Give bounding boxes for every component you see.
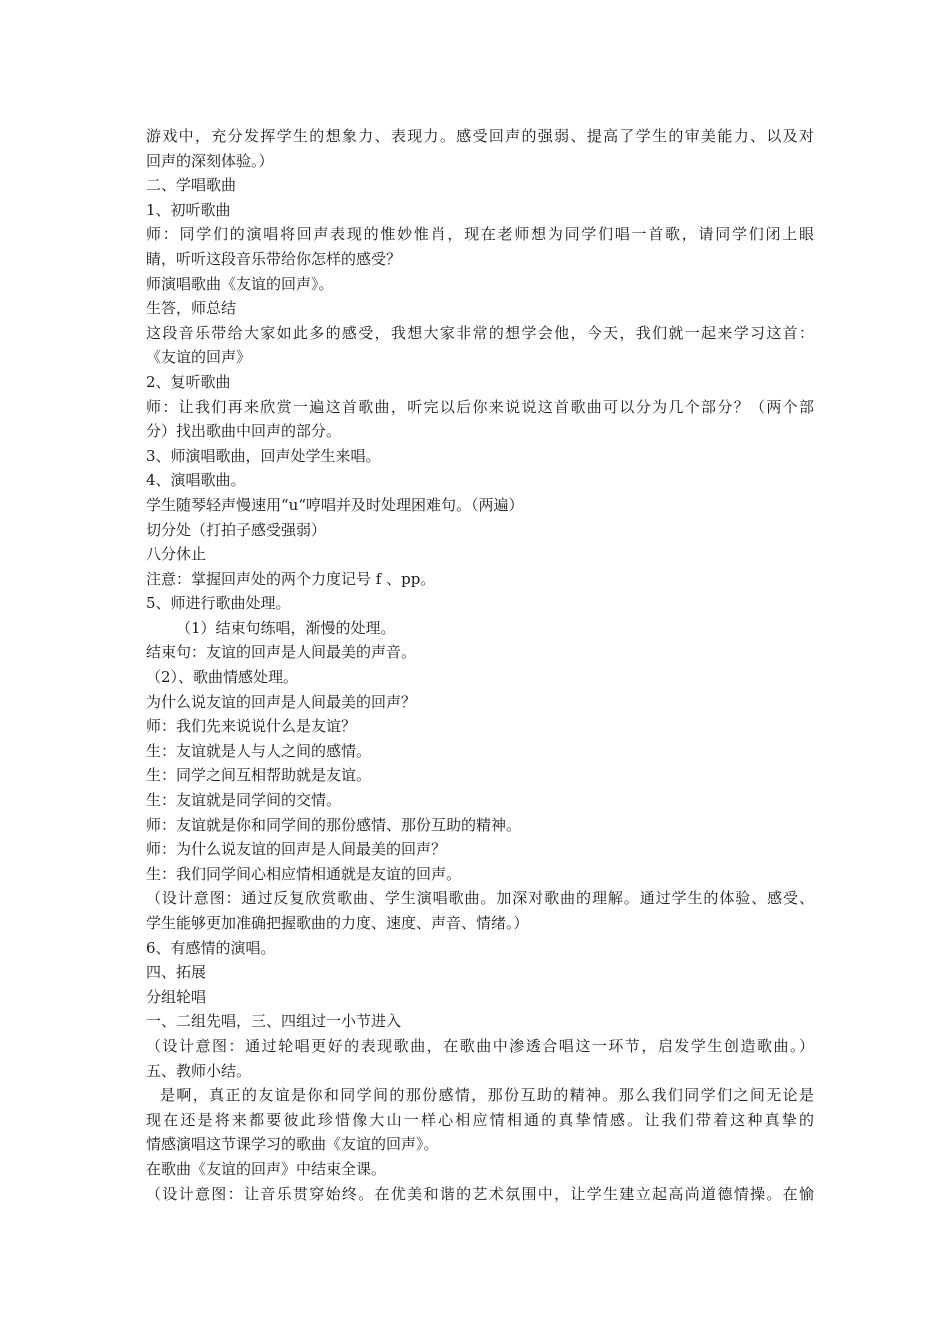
dialogue-line: 生：我们同学间心相应情相通就是友谊的回声。 xyxy=(146,864,462,883)
text-line: 师演唱歌曲《友谊的回声》。 xyxy=(146,274,334,293)
dialogue-line: 生：友谊就是同学间的交情。 xyxy=(146,791,342,810)
text-line: 注意：掌握回声处的两个力度记号 f 、pp。 xyxy=(146,569,436,588)
text-line: （2）、歌曲情感处理。 xyxy=(146,668,299,687)
text-line: 师：同学们的演唱将回声表现的惟妙惟肖，现在老师想为同学们唱一首歌，请同学们闭上眼 xyxy=(146,225,814,244)
subsection-heading: 4、演唱歌曲。 xyxy=(146,471,246,490)
subsection-heading: 1、初听歌曲 xyxy=(146,200,231,219)
design-note-line: （设计意图：通过轮唱更好的表现歌曲，在歌曲中渗透合唱这一环节，启发学生创造歌曲。） xyxy=(146,1036,814,1055)
text-line: 分组轮唱 xyxy=(146,987,207,1006)
text-line: 一、二组先唱，三、四组过一小节进入 xyxy=(146,1012,402,1031)
text-line: 睛，听听这段音乐带给你怎样的感受？ xyxy=(146,249,402,268)
text-line: 八分休止 xyxy=(146,545,207,564)
dialogue-line: 师：为什么说友谊的回声是人间最美的回声？ xyxy=(146,840,447,859)
dialogue-line: 生：同学之间互相帮助就是友谊。 xyxy=(146,766,372,785)
section-heading: 四、拓展 xyxy=(146,963,207,982)
subsection-heading: 2、复听歌曲 xyxy=(146,372,231,391)
text-line: 学生随琴轻声慢速用“u“哼唱并及时处理困难句。（两遍） xyxy=(146,495,524,514)
text-line: 情感演唱这节课学习的歌曲《友谊的回声》。 xyxy=(146,1135,439,1154)
section-heading: 五、教师小结。 xyxy=(146,1061,252,1080)
text-line: 切分处（打拍子感受强弱） xyxy=(146,520,327,539)
dialogue-line: 师：友谊就是你和同学间的那份感情、那份互助的精神。 xyxy=(146,815,522,834)
text-line: 结束句：友谊的回声是人间最美的声音。 xyxy=(146,643,417,662)
text-line: 师：让我们再来欣赏一遍这首歌曲，听完以后你来说说这首歌曲可以分为几个部分？（两个部 xyxy=(146,397,814,416)
document-body xyxy=(146,124,814,1206)
subsection-heading: 3、师演唱歌曲，回声处学生来唱。 xyxy=(146,446,381,465)
subsection-heading: 5、师进行歌曲处理。 xyxy=(146,594,291,613)
dialogue-line: 师：我们先来说说什么是友谊？ xyxy=(146,717,357,736)
text-line: 在歌曲《友谊的回声》中结束全课。 xyxy=(146,1159,387,1178)
text-line: （1）结束句练唱，渐慢的处理。 xyxy=(176,618,396,637)
text-line: 这段音乐带给大家如此多的感受，我想大家非常的想学会他，今天，我们就一起来学习这首： xyxy=(146,323,814,342)
design-note-line: （设计意图：让音乐贯穿始终。在优美和谐的艺术氛围中，让学生建立起高尚道德情操。在愉 xyxy=(146,1184,814,1203)
design-note-line: 学生能够更加准确把握歌曲的力度、速度、声音、情绪。） xyxy=(146,914,529,932)
text-line: 生答，师总结 xyxy=(146,299,237,318)
text-line: 为什么说友谊的回声是人间最美的回声？ xyxy=(146,692,417,711)
dialogue-line: 生：友谊就是人与人之间的感情。 xyxy=(146,741,372,760)
text-line: 回声的深刻体验。） xyxy=(146,151,274,170)
text-line: 《友谊的回声》 xyxy=(146,348,252,367)
design-note-line: （设计意图：通过反复欣赏歌曲、学生演唱歌曲。加深对歌曲的理解。通过学生的体验、感受、 xyxy=(146,889,814,908)
text-line: 现在还是将来都要彼此珍惜像大山一样心相应情相通的真挚情感。让我们带着这种真挚的 xyxy=(146,1110,814,1129)
subsection-heading: 6、有感情的演唱。 xyxy=(146,938,276,957)
text-line: 分）找出歌曲中回声的部分。 xyxy=(146,422,342,441)
section-heading: 二、学唱歌曲 xyxy=(146,176,237,195)
text-line: 是啊，真正的友谊是你和同学间的那份感情，那份互助的精神。那么我们同学们之间无论是 xyxy=(160,1086,814,1105)
text-line: 游戏中，充分发挥学生的想象力、表现力。感受回声的强弱、提高了学生的审美能力、以及对 xyxy=(146,127,814,145)
